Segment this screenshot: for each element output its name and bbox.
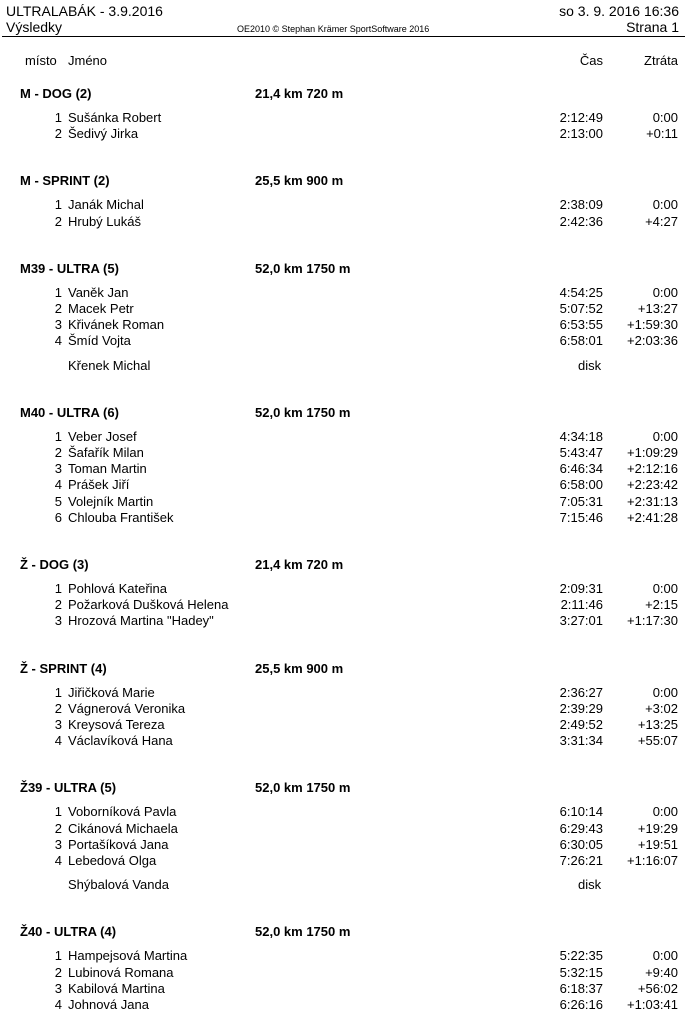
category-distance: 52,0 km 1750 m (255, 780, 351, 796)
result-loss: +3:02 (645, 700, 678, 716)
category-title: Ž39 - ULTRA (5) (20, 780, 117, 796)
result-time: 3:31:34 (559, 733, 603, 749)
result-time: 6:58:00 (559, 477, 603, 493)
category-title: Ž40 - ULTRA (4) (20, 924, 117, 940)
result-row (0, 510, 687, 526)
result-name: Šedivý Jirka (68, 126, 139, 142)
result-loss: +56:02 (637, 980, 678, 996)
result-loss: +0:11 (646, 126, 678, 142)
result-loss: +2:23:42 (627, 477, 678, 493)
result-loss: +2:12:16 (627, 461, 678, 477)
result-loss: +4:27 (645, 213, 678, 229)
result-loss: +55:07 (637, 733, 678, 749)
result-place: 4 (54, 477, 62, 493)
result-loss: +2:41:28 (627, 509, 678, 525)
result-row (0, 853, 687, 869)
dnf-status: disk (578, 357, 602, 373)
result-row (0, 581, 687, 597)
col-name: Jméno (68, 53, 108, 68)
result-name: Johnová Jana (68, 996, 149, 1012)
result-time: 5:32:15 (559, 964, 603, 980)
result-row (0, 965, 687, 981)
result-loss: +19:51 (637, 836, 678, 852)
result-place: 1 (54, 197, 62, 213)
result-place: 3 (54, 980, 62, 996)
result-loss: +2:03:36 (627, 333, 678, 349)
category-title: M40 - ULTRA (6) (20, 404, 119, 420)
software-credit: OE2010 © Stephan Krämer SportSoftware 2016 (237, 24, 430, 34)
result-row (0, 981, 687, 997)
result-time: 7:05:31 (559, 493, 603, 509)
result-place: 3 (54, 317, 62, 333)
result-row (0, 997, 687, 1013)
result-loss: 0:00 (652, 581, 678, 596)
dnf-name: Křenek Michal (68, 357, 151, 373)
result-place: 4 (54, 333, 62, 349)
result-time: 2:36:27 (559, 684, 603, 700)
result-row (0, 197, 687, 213)
result-place: 1 (54, 284, 62, 300)
result-place: 1 (54, 684, 62, 700)
result-name: Šmíd Vojta (68, 333, 131, 349)
result-time: 2:42:36 (559, 213, 603, 229)
result-row (0, 214, 687, 230)
result-name: Macek Petr (68, 300, 134, 316)
result-loss: +13:25 (637, 716, 678, 732)
result-place: 1 (54, 428, 62, 444)
category-title: M - SPRINT (2) (20, 173, 110, 189)
result-loss: 0:00 (652, 684, 678, 700)
result-row (0, 685, 687, 701)
col-place: místo (25, 53, 57, 68)
result-name: Cikánová Michaela (68, 820, 178, 836)
header-divider (2, 36, 685, 37)
result-row (0, 701, 687, 717)
result-place: 3 (54, 836, 62, 852)
result-name: Lubinová Romana (68, 964, 174, 980)
result-place: 1 (54, 581, 62, 596)
result-time: 6:29:43 (559, 820, 603, 836)
result-loss: +1:16:07 (627, 852, 678, 868)
result-name: Kreysová Tereza (68, 716, 165, 732)
result-time: 3:27:01 (559, 613, 603, 629)
category-distance: 52,0 km 1750 m (255, 260, 351, 276)
result-time: 2:12:49 (559, 110, 603, 125)
result-time: 2:11:46 (560, 597, 603, 613)
result-place: 4 (54, 996, 62, 1012)
event-title: ULTRALABÁK - 3.9.2016 (6, 3, 163, 19)
result-place: 2 (54, 964, 62, 980)
result-name: Hrubý Lukáš (68, 213, 141, 229)
result-loss: 0:00 (652, 197, 678, 213)
result-loss: 0:00 (652, 284, 678, 300)
result-loss: +1:59:30 (627, 317, 678, 333)
result-name: Veber Josef (68, 428, 137, 444)
result-row (0, 948, 687, 964)
result-time: 2:09:31 (559, 581, 603, 596)
result-time: 7:26:21 (559, 852, 603, 868)
result-row (0, 317, 687, 333)
result-row (0, 717, 687, 733)
result-name: Lebedová Olga (68, 852, 157, 868)
page-number: Strana 1 (626, 19, 679, 35)
result-time: 5:22:35 (559, 948, 603, 964)
result-loss: +9:40 (645, 964, 678, 980)
dnf-row (0, 877, 687, 893)
result-name: Hampejsová Martina (68, 948, 188, 964)
result-time: 2:38:09 (559, 197, 603, 213)
result-time: 6:53:55 (559, 317, 603, 333)
dnf-status: disk (578, 877, 602, 893)
result-name: Chlouba František (68, 509, 174, 525)
result-row (0, 333, 687, 349)
result-row (0, 597, 687, 613)
result-time: 2:39:29 (559, 700, 603, 716)
result-place: 6 (54, 509, 62, 525)
result-loss: +1:17:30 (627, 613, 678, 629)
result-time: 6:10:14 (559, 804, 603, 820)
result-name: Voborníková Pavla (68, 804, 177, 820)
category-distance: 25,5 km 900 m (255, 660, 344, 676)
result-name: Šafařík Milan (68, 444, 144, 460)
col-loss: Ztráta (644, 53, 678, 68)
result-name: Volejník Martin (68, 493, 154, 509)
result-place: 1 (54, 948, 62, 964)
result-loss: 0:00 (652, 948, 678, 964)
category-distance: 25,5 km 900 m (255, 173, 344, 189)
result-name: Vaněk Jan (68, 284, 129, 300)
category-distance: 52,0 km 1750 m (255, 404, 351, 420)
result-loss: 0:00 (652, 804, 678, 820)
result-place: 5 (54, 493, 62, 509)
result-name: Václavíková Hana (68, 733, 173, 749)
result-loss: +13:27 (637, 300, 678, 316)
page-subtitle: Výsledky (6, 19, 63, 35)
result-place: 3 (54, 461, 62, 477)
print-datetime: so 3. 9. 2016 16:36 (559, 3, 679, 19)
result-time: 5:43:47 (559, 444, 603, 460)
result-time: 7:15:46 (559, 509, 603, 525)
result-name: Sušánka Robert (68, 110, 162, 125)
result-place: 3 (54, 716, 62, 732)
result-row (0, 477, 687, 493)
result-place: 2 (54, 597, 62, 613)
result-row (0, 837, 687, 853)
result-row (0, 429, 687, 445)
result-place: 1 (54, 804, 62, 820)
result-time: 6:46:34 (559, 461, 603, 477)
result-row (0, 613, 687, 629)
result-place: 2 (54, 300, 62, 316)
result-row (0, 461, 687, 477)
result-time: 6:58:01 (559, 333, 603, 349)
result-loss: 0:00 (652, 428, 678, 444)
result-loss: 0:00 (652, 110, 678, 125)
result-loss: +2:31:13 (627, 493, 678, 509)
result-place: 4 (54, 852, 62, 868)
result-name: Požarková Dušková Helena (68, 597, 229, 613)
result-loss: +1:09:29 (627, 444, 678, 460)
result-row (0, 733, 687, 749)
category-title: M - DOG (2) (20, 86, 92, 101)
result-time: 6:26:16 (559, 996, 603, 1012)
result-time: 4:34:18 (559, 428, 603, 444)
result-name: Hrozová Martina "Hadey" (68, 613, 214, 629)
result-name: Prášek Jiří (68, 477, 130, 493)
result-name: Jiřičková Marie (68, 684, 155, 700)
result-time: 6:18:37 (559, 980, 603, 996)
result-place: 2 (54, 126, 62, 142)
result-place: 2 (54, 820, 62, 836)
result-loss: +19:29 (637, 820, 678, 836)
result-place: 2 (54, 700, 62, 716)
category-title: Ž - DOG (3) (20, 557, 89, 572)
result-row (0, 494, 687, 510)
result-place: 4 (54, 733, 62, 749)
result-row (0, 821, 687, 837)
dnf-row (0, 358, 687, 374)
result-loss: +1:03:41 (627, 996, 678, 1012)
dnf-name: Shýbalová Vanda (68, 877, 169, 893)
result-row (0, 301, 687, 317)
result-time: 5:07:52 (559, 300, 603, 316)
result-time: 4:54:25 (559, 284, 603, 300)
result-place: 1 (54, 110, 62, 125)
result-time: 2:49:52 (559, 716, 603, 732)
result-time: 2:13:00 (559, 126, 603, 142)
col-time: Čas (579, 53, 603, 68)
category-title: M39 - ULTRA (5) (20, 260, 119, 276)
category-distance: 21,4 km 720 m (255, 557, 344, 572)
result-row (0, 285, 687, 301)
result-name: Portašíková Jana (68, 836, 169, 852)
result-name: Pohlová Kateřina (68, 581, 168, 596)
category-title: Ž - SPRINT (4) (20, 660, 107, 676)
result-name: Toman Martin (68, 461, 147, 477)
category-distance: 52,0 km 1750 m (255, 924, 351, 940)
result-name: Kabilová Martina (68, 980, 165, 996)
result-name: Křivánek Roman (68, 317, 165, 333)
result-row (0, 804, 687, 820)
result-name: Vágnerová Veronika (68, 700, 186, 716)
result-row (0, 445, 687, 461)
result-place: 3 (54, 613, 62, 629)
category-distance: 21,4 km 720 m (255, 86, 344, 101)
result-place: 2 (54, 213, 62, 229)
result-row (0, 126, 687, 142)
result-place: 2 (54, 444, 62, 460)
result-time: 6:30:05 (559, 836, 603, 852)
result-name: Janák Michal (68, 197, 144, 213)
result-loss: +2:15 (645, 597, 678, 613)
result-row (0, 110, 687, 126)
